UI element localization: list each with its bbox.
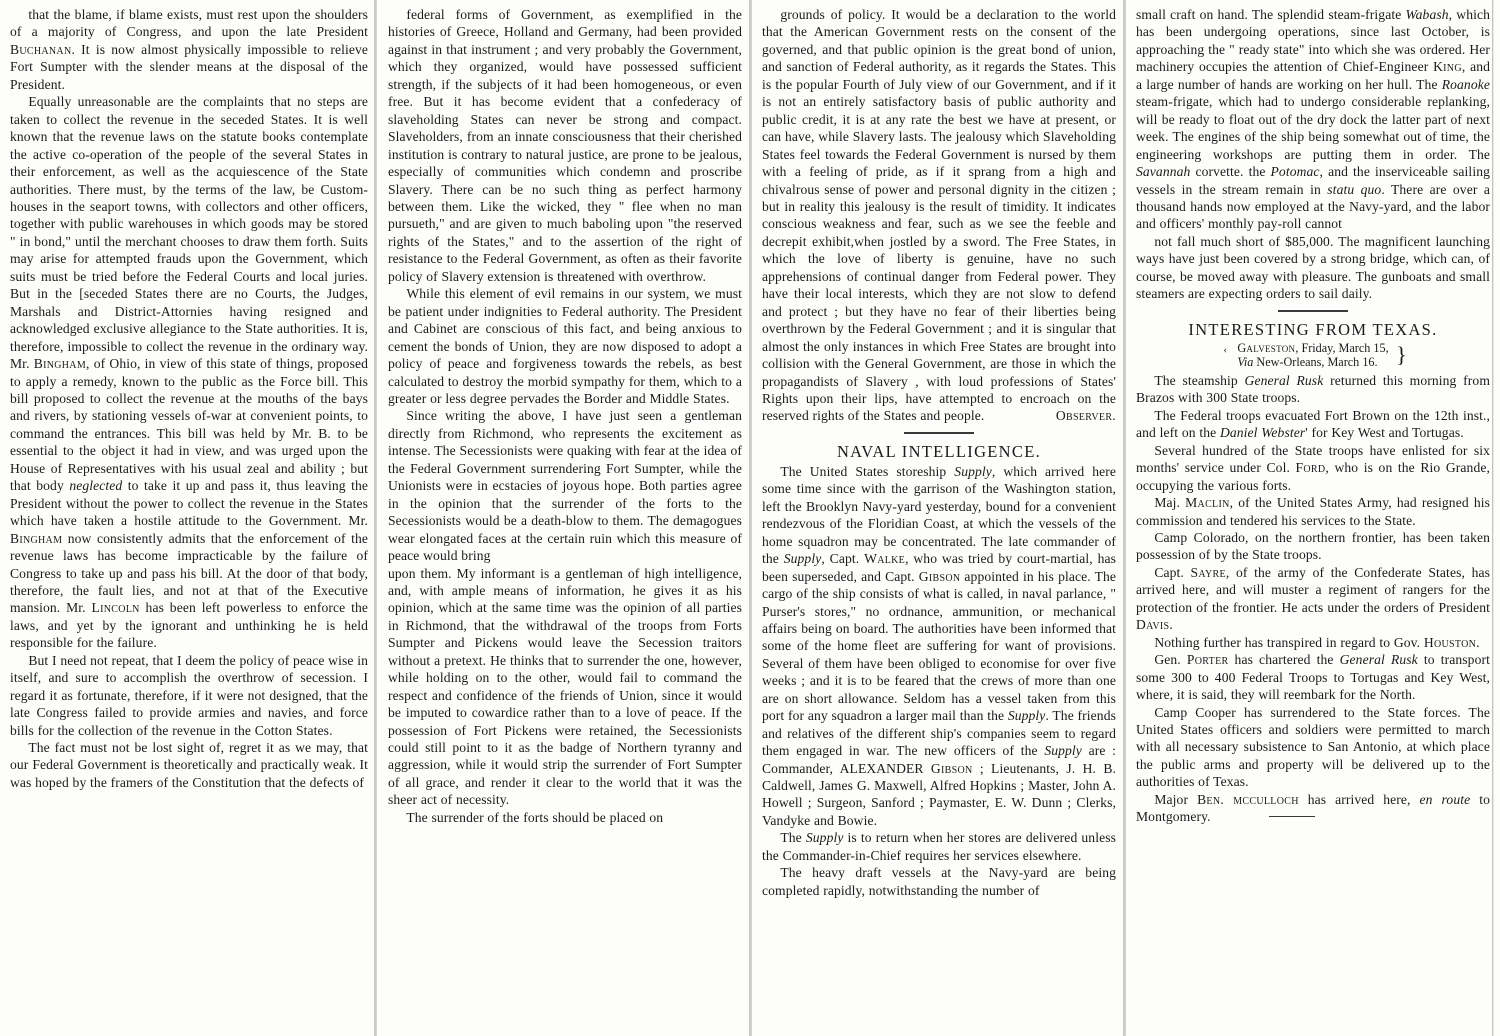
paragraph: The fact must not be lost sight of, regret it as we may, that our Federal Government is theoretically and practically weak. It was hoped by the framers of the Constitution that the defects of	[10, 740, 368, 790]
section-heading-interesting-from-texas: INTERESTING FROM TEXAS.	[1188, 319, 1438, 339]
dateline-line-1: Galveston, Friday, March 15,	[1237, 340, 1389, 355]
dateline-line-2: Via New-Orleans, March 16.	[1237, 355, 1378, 370]
dateline-left-mark: ‹	[1223, 343, 1227, 356]
paragraph: not fall much short of $85,000. The magnificent launching ways have just been covered by a strong bridge, which can, of course, be moved away with pleasure. The gunboats and small steamers are expecting orders to sail daily.	[1136, 233, 1490, 302]
paragraph: The United States storeship Supply, which arrived here some time since with the garrison of the Washington station, left the Brooklyn Navy-yard yesterday, bound for a convenient rendezvous of the Floridian Coast, at which the vessels of the home squadron may be concentrated. The late commander of the Supply, Capt. Walke, who was tried by court-martial, has been superseded, and Capt. Gibson appointed in his place. The cargo of the ship consists of what is called, in naval parlance, " Purser's stores," no ordnance, ammunition, or mechanical affairs being on board. The authorities have been informed that some of the home fleet are suffering for want of provisions. Several of them have been obliged to economise for over five weeks ; and it is to be feared that the crews of more than one are on short allowance. Seldom has a vessel taken from this port for any squadron a larger mail than the Supply. The friends and relatives of the different ship's companies seem to regard them engaged in war. The new officers of the Supply are : Commander, ALEXANDER Gibson ; Lieutenants, J. H. B. Caldwell, James G. Maxwell, Alfred Hopkins ; Master, John A. Howell ; Surgeon, Sanford ; Paymaster, E. W. Dunn ; Clerks, Vandyke and Bowie.	[762, 463, 1117, 828]
section-divider-rule	[1278, 310, 1348, 312]
paragraph: The Supply is to return when her stores are delivered unless the Commander-in-Chief requires her services elsewhere.	[762, 830, 1116, 863]
paragraph: Maj. Maclin, of the United States Army, had resigned his commission and tendered his services to the State.	[1136, 495, 1490, 528]
paragraph: Camp Cooper has surrendered to the State forces. The United States officers and soldiers were permitted to march with all necessary subsistence to San Antonio, at which place the public arms and property will be delivered up to the authorities of Texas.	[1136, 704, 1490, 790]
paragraph-text: Major Ben. mcculloch has arrived here, en route to Montgomery.	[1136, 791, 1490, 825]
column-4	[1126, 0, 1500, 1036]
section-divider-rule	[904, 432, 974, 434]
column-3	[752, 0, 1126, 1036]
paragraph: Gen. Porter has chartered the General Rusk to transport some 300 to 400 Federal Troops to Tortugas and Key West, where, it is said, they will reembark for the North.	[1136, 652, 1490, 703]
paragraph: The surrender of the forts should be placed on	[406, 809, 664, 825]
paragraph: Equally unreasonable are the complaints that no steps are taken to collect the revenue in the seceded States. It is well known that the revenue laws on the statute books contemplate the active co-operation of the people of the several States in their enforcement, as well as the acquiescence of the State authorities. There must, by the terms of the law, be Custom-houses in the seaport towns, with collectors and other officers, together with public warehouses in which goods may be stored " in bond," until the merchant chooses to draw them forth. Suits may arise for attempted frauds upon the Government, which suits must be tried before the Federal Courts and local juries. But in the [seceded States there are no Courts, the Judges, Marshals and District-Attornies having resigned and acknowledged exclusive allegiance to the State authorities. It is, therefore, impossible to collect the revenue in the ordinary way. Mr. Bingham, of Ohio, in view of this state of things, proposed to apply a remedy, known to the public as the Force bill. This bill proposed to collect the revenue at the mouths of the bays and rivers, by stationing vessels of-war at convenient points, to command the entrances. This bill was held by Mr. B. to be essential to the object it had in view, and was urged upon the House of Representatives with his usual zeal and ability ; but that body neglected to take it up and pass it, thus leaving the President without the power to collect the revenue in the States which have taken a hostile attitude to the Government. Mr. Bingham now consistently admits that the enforcement of the revenue laws has become impracticable by the failure of Congress to take up and pass his bill. At the door of that body, therefore, the fault lies, and not at that of the Executive mansion. Mr. Lincoln has been left powerless to enforce the laws, and yet by the ignorant and unthinking he is held responsible for the failure.	[10, 94, 369, 651]
article-signature: Observer.	[1055, 408, 1116, 424]
paragraph: Since writing the above, I have just seen a gentleman directly from Richmond, who represents the excitement as intense. The Secessionists were quaking with fear at the idea of the Federal Government surrendering Fort Sumpter, while the Unionists were in ecstacies of joyous hope. Both parties agree in the opinion that the surrender of the forts to the Secessionists would be a death-blow to them. The demagogues wear elongated faces at the certain ruin which this measure of peace would bring	[388, 408, 742, 564]
paragraph-with-signature	[762, 6, 1116, 425]
paragraph: small craft on hand. The splendid steam-frigate Wabash, which has been undergoing operations, since last October, is approaching the " ready state" into which she was ordered. Her machinery occupies the attention of Chief-Engineer King, and a large number of hands are working on her hull. The Roanoke steam-frigate, which had to undergo considerable replanking, will be ready to float out of the dry dock the latter part of next week. The engines of the ship being somewhat out of time, the engineering workshops are putting them in order. The Savannah corvette. the Potomac, and the inserviceable sailing vessels in the stream remain in statu quo. There are over a thousand hands now employed at the Navy-yard, and the labor and officers' monthly pay-roll cannot	[1136, 7, 1491, 232]
paragraph: that the blame, if blame exists, must rest upon the shoulders of a majority of Congress, and upon the late President Buchanan. It is now almost physically impossible to relieve Fort Sumpter with the slender means at the disposal of the President.	[10, 7, 368, 92]
paragraph: But I need not repeat, that I deem the policy of peace wise in itself, and sure to accomplish the overthrow of secession. I regard it as fortunate, therefore, if it were not designed, that the late Congress failed to provide armies and navies, and force bills for the collection of the revenue in the Cotton States.	[10, 652, 368, 738]
paragraph: The heavy draft vessels at the Navy-yard are being completed rapidly, notwithstanding the number of	[762, 865, 1116, 898]
end-of-article-dash	[1269, 816, 1315, 817]
section-heading-naval-intelligence: NAVAL INTELLIGENCE.	[836, 441, 1042, 461]
dateline	[1136, 341, 1490, 370]
column-1	[0, 0, 378, 1036]
paragraph: Nothing further has transpired in regard to Gov. Houston.	[1154, 634, 1480, 650]
paragraph-text: grounds of policy. It would be a declaration to the world that the American Government rests on the consent of the governed, and that public opinion is the great bond of union, and sanction of Federal authority, as it regards the States. This is the popular Fourth of July view of our Government, and if it is not an entirely satisfactory basis of public authority and public credit, it is at any rate the best we have at present, or can have, while Slavery lasts. The jealousy which Slaveholding States feel towards the Federal Government is nursed by them with a feeling of pride, as if it sprang from a high and chivalrous sense of power and personal dignity in the citizen ; but in reality this jealousy is the result of timidity. It indicates conscious weakness and fear, such as we see the feeble and decrepit exhibit,when jostled by a sword. The Free States, in which the love of liberty is genuine, have no such apprehensions of continual danger from Federal power. They have their local interests, which they are not slow to defend and protect ; but they have no fear of their liberties being overthrown by the Federal Government ; and it is singular that almost the only instances in which Free States are brought into collision with the General Government, are those in which the propagandists of Slavery , with loud professions of States' Rights upon their lips, have attempted to encroach on the reserved rights of the States and people.	[762, 7, 1116, 424]
paragraph: upon them. My informant is a gentleman of high intelligence, and, with ample means of information, he gives it as his opinion, which at the same time was the opinion of all parties in Richmond, that the withdrawal of the troops from Forts Sumpter and Pickens would leave the Secession traitors without a pretext. He thinks that to surrender the one, however, while holding on to the other, would fail to command the respect and confidence of the friends of Union, since it would be imputed to cowardice rather than to a love of peace. If the possession of Fort Pickens were retained, the Secessionists could still point to it as the badge of Northern tyranny and aggression, while it would strip the surrender of Fort Sumpter of all grace, and render it clear to the world that it was the sheer act of necessity.	[388, 565, 742, 808]
paragraph: The Federal troops evacuated Fort Brown on the 12th inst., and left on the Daniel Webster' for Key West and Tortugas.	[1136, 407, 1490, 441]
paragraph-final	[1136, 791, 1490, 826]
dateline-brace: }	[1396, 342, 1407, 368]
paragraph: The steamship General Rusk returned this morning from Brazos with 300 State troops.	[1136, 372, 1490, 406]
paragraph: federal forms of Government, as exemplified in the histories of Greece, Holland and Germany, had been provided against in that instrument ; and very probably the Government, which they organized, would have possessed sufficient strength, if the subjects of it had been homogeneous, or even free. But it has become evident that a confederacy of slaveholding States can never be strong and compact. Slaveholders, from an innate consciousness that their cherished institution is contrary to natural justice, are prone to be jealous, especially of communities which condemn and proscribe Slavery. There can be no such thing as perfect harmony between them. Like the wicked, they " flee when no man pursueth," and are given to much baboling upon "the reserved rights of the States," and to the assertion of the right of resistance to the Federal Government, as often as their favorite policy of Slavery extension is threatened with overthrow.	[388, 7, 742, 284]
paragraph: While this element of evil remains in our system, we must be patient under indignities to Federal authority. The President and Cabinet are conscious of this fact, and being anxious to cement the bonds of Union, they are now disposed to adopt a policy of peace and forgiveness towards the rebels, as best calculated to destroy the morbid sympathy for them, which to a greater or less degree pervades the Border and Middle States.	[388, 286, 742, 406]
paragraph: Capt. Sayre, of the army of the Confederate States, has arrived here, and will muster a regiment of rangers for the protection of the frontier. He acts under the orders of President Davis.	[1136, 564, 1490, 633]
paragraph: Camp Colorado, on the northern frontier, has been taken possession of by the State troops.	[1136, 529, 1490, 563]
paragraph: Several hundred of the State troops have enlisted for six months' service under Col. Ford, who is on the Rio Grande, occupying the various forts.	[1136, 442, 1490, 493]
column-2	[378, 0, 752, 1036]
dateline-wrap	[1221, 340, 1407, 370]
